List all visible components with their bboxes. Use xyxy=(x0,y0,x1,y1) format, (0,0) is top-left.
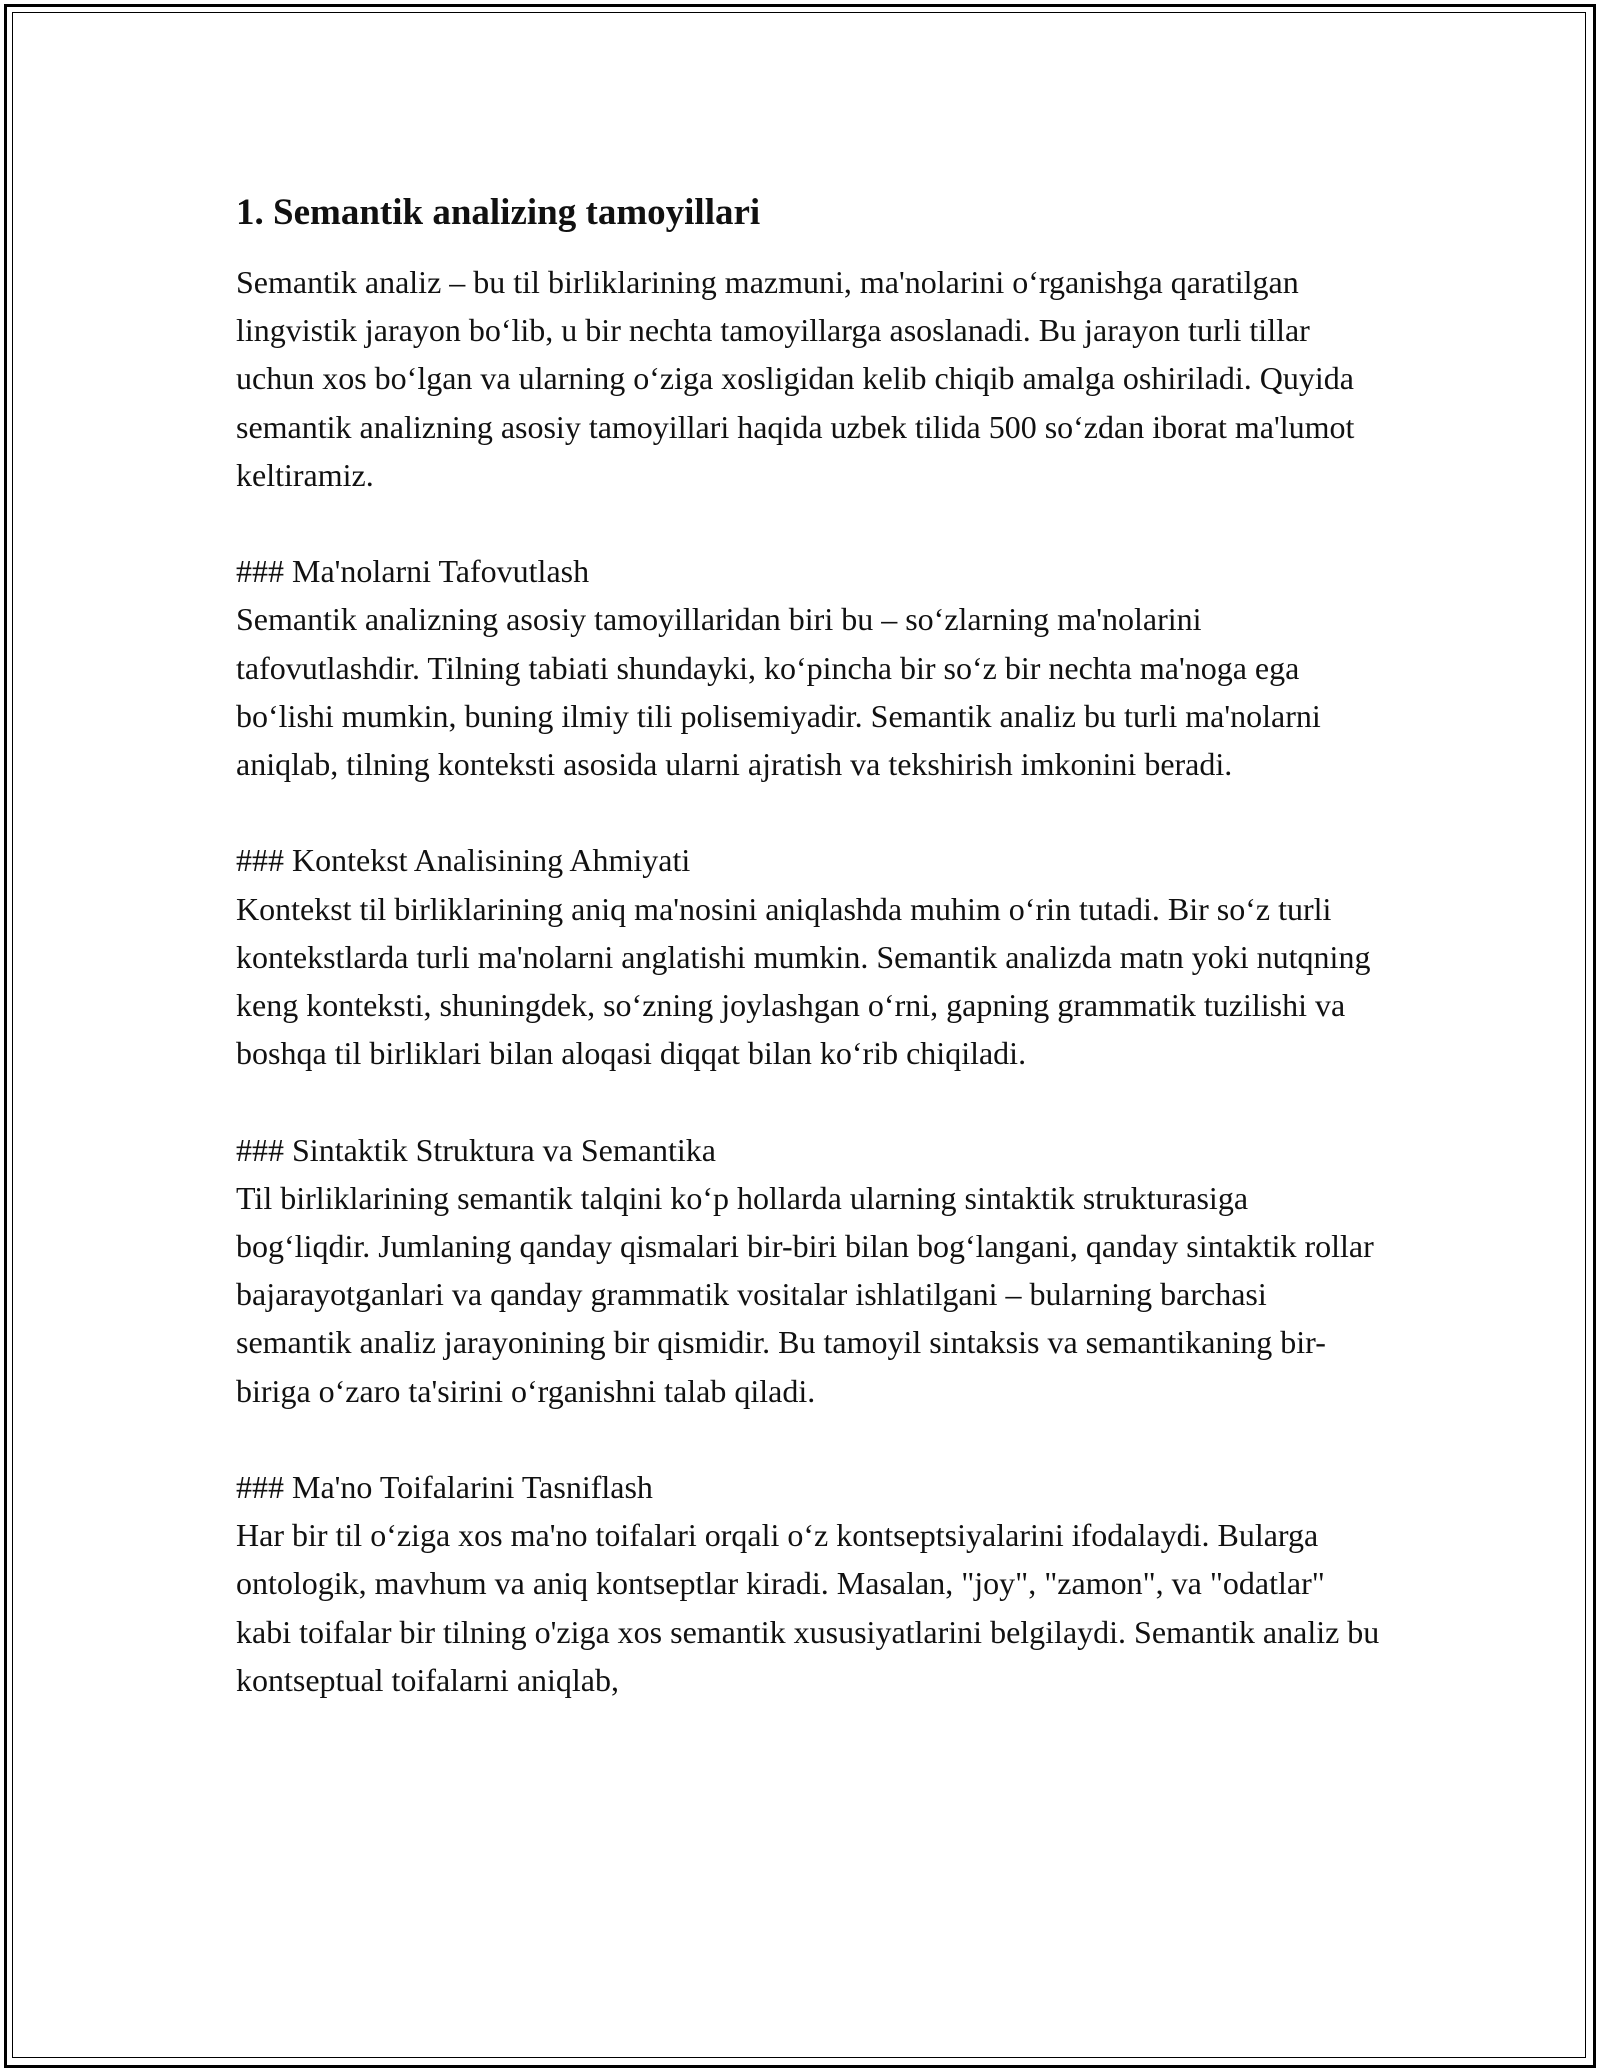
document-title: 1. Semantik analizing tamoyillari xyxy=(236,192,761,233)
document-content xyxy=(236,188,1386,1704)
section-heading: ### Ma'nolarni Tafovutlash xyxy=(236,553,590,590)
section-mano-toifalari xyxy=(236,1463,1386,1704)
section-body: Til birliklarining semantik talqini ko‘p hollarda ularning sintaktik strukturasiga bog‘liqdir. Jumlaning qanday qismalari bir-biri bilan bog‘langani, qanday sintaktik rollar bajarayotganlari va qanday grammatik vositalar ishlatilgani – bularning barchasi semantik analiz jarayonining bir qismidir. Bu tamoyil sintaksis va semantikaning bir-biriga o‘zaro ta'sirini o‘rganishni talab qiladi. xyxy=(236,1179,1374,1409)
section-manolarni-tafovutlash xyxy=(236,547,1386,788)
section-body: Har bir til o‘ziga xos ma'no toifalari orqali o‘z kontseptsiyalarini ifodalaydi. Bularga ontologik, mavhum va aniq kontseptlar kiradi. Masalan, "joy", "zamon", va "odatlar" kabi toifalar bir tilning o'ziga xos semantik xususiyatlarini belgilaydi. Semantik analiz bu kontseptual toifalarni aniqlab, xyxy=(236,1517,1380,1698)
section-kontekst-analisi xyxy=(236,836,1386,1077)
section-body: Kontekst til birliklarining aniq ma'nosini aniqlashda muhim o‘rin tutadi. Bir so‘z turli kontekstlarda turli ma'nolarni anglatishi mumkin. Semantik analizda matn yoki nutqning keng konteksti, shuningdek, so‘zning joylashgan o‘rni, gapning grammatik tuzilishi va boshqa til birliklari bilan aloqasi diqqat bilan ko‘rib chiqiladi. xyxy=(236,890,1371,1072)
section-heading: ### Ma'no Toifalarini Tasniflash xyxy=(236,1469,653,1506)
section-body: Semantik analizning asosiy tamoyillaridan biri bu – so‘zlarning ma'nolarini tafovutlashdir. Tilning tabiati shundayki, ko‘pincha bir so‘z bir nechta ma'noga ega bo‘lishi mumkin, buning ilmiy tili polisemiyadir. Semantik analiz bu turli ma'nolarni aniqlab, tilning konteksti asosida ularni ajratish va tekshirish imkonini beradi. xyxy=(236,601,1321,783)
section-sintaktik-struktura xyxy=(236,1126,1386,1415)
intro-paragraph: Semantik analiz – bu til birliklarining mazmuni, ma'nolarini o‘rganishga qaratilgan lingvistik jarayon bo‘lib, u bir nechta tamoyillarga asoslanadi. Bu jarayon turli tillar uchun xos bo‘lgan va ularning o‘ziga xosligidan kelib chiqib amalga oshiriladi. Quyida semantik analizning asosiy tamoyillari haqida uzbek tilida 500 so‘zdan iborat ma'lumot keltiramiz. xyxy=(236,264,1355,493)
section-heading: ### Sintaktik Struktura va Semantika xyxy=(236,1131,716,1168)
section-heading: ### Kontekst Analisining Ahmiyati xyxy=(236,842,691,879)
